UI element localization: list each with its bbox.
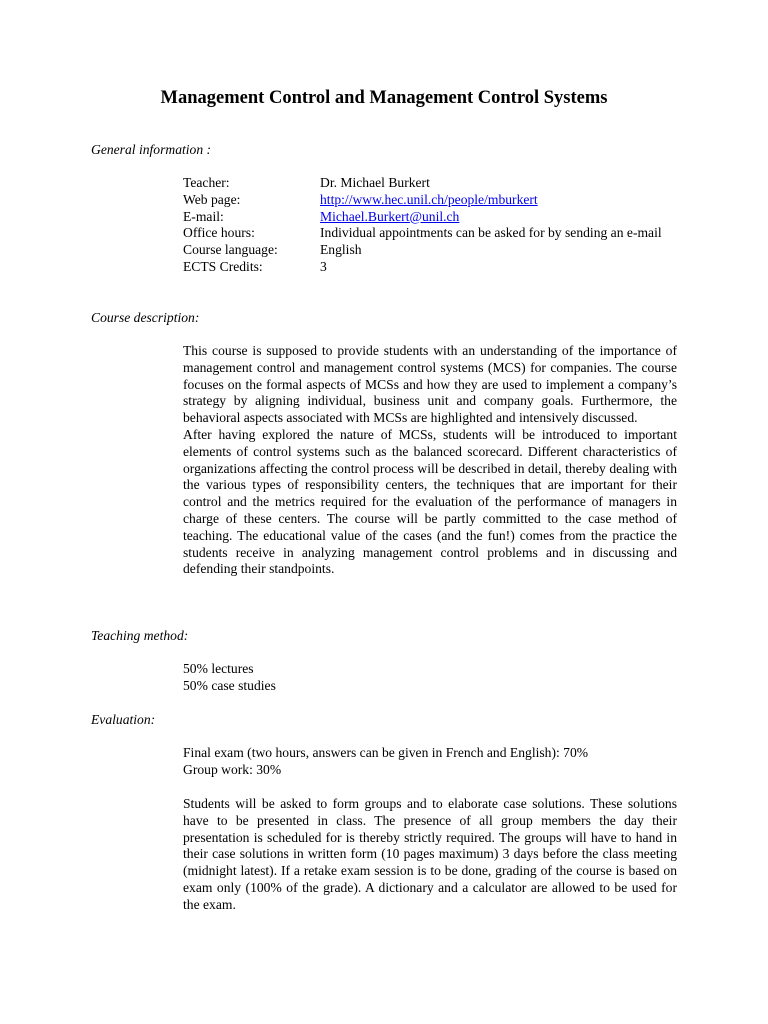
teaching-method-list [183, 661, 677, 695]
info-row-email [183, 209, 677, 226]
info-label: Web page: [183, 191, 241, 207]
evaluation-paragraph: Students will be asked to form groups and to elaborate case solutions. These solutions have to be presented in class. The presence of all group members the day their presentation is scheduled for is thereby strictly required. The groups will have to hand in their case solutions in written form (10 pages maximum) 3 days before the class meeting (midnight latest). If a retake exam session is to be done, grading of the course is based on exam only (100% of the grade). A dictionary and a calculator are allowed to be used for the exam. [183, 796, 677, 912]
teacher-name: Dr. Michael Burkert [320, 175, 430, 190]
info-label: Course language: [183, 242, 278, 258]
info-row-office-hours [183, 225, 677, 242]
office-hours-value: Individual appointments can be asked for by sending an e-mail [320, 225, 662, 241]
course-description-heading: Course description: [91, 310, 200, 325]
teaching-method-item: 50% case studies [183, 677, 276, 693]
document-title: Management Control and Management Control Systems [160, 88, 608, 108]
general-information-table [183, 175, 677, 276]
info-row-course-language [183, 242, 677, 259]
general-information-heading: General information : [91, 142, 212, 157]
email-link[interactable]: Michael.Burkert@unil.ch [320, 208, 460, 224]
web-page-link[interactable]: http://www.hec.unil.ch/people/mburkert [320, 191, 538, 207]
course-description-body [183, 343, 677, 578]
teaching-method-item: 50% lectures [183, 661, 254, 676]
ects-credits-value: 3 [320, 258, 327, 274]
info-row-teacher [183, 175, 677, 192]
course-language-value: English [320, 242, 362, 258]
course-description-paragraph-2: After having explored the nature of MCSs, students will be introduced to important elements of control systems such as the balanced scorecard. Different characteristics of organizations affecting the control process will be described in detail, thereby dealing with the various types of responsibility centers, the techniques that are important for their control and the metrics required for the evaluation of the performance of managers in charge of these centers. The course will be partly committed to the case method of teaching. The educational value of the cases (and the fun!) comes from the practice the students receive in analyzing management control problems and in discussing and defending their standpoints. [183, 426, 677, 577]
evaluation-list [183, 745, 677, 779]
evaluation-heading: Evaluation: [91, 712, 156, 727]
evaluation-item: Final exam (two hours, answers can be given in French and English): 70% [183, 745, 589, 760]
info-label: Office hours: [183, 225, 255, 241]
course-description-paragraph-1: This course is supposed to provide students with an understanding of the importance of management control and management control systems (MCS) for companies. The course focuses on the formal aspects of MCSs and how they are used to implement a company’s strategy by aligning individual, business unit and company goals. Furthermore, the behavioral aspects associated with MCSs are highlighted and intensively discussed. [183, 343, 677, 426]
info-row-ects-credits [183, 259, 677, 276]
evaluation-item: Group work: 30% [183, 761, 282, 777]
info-row-web-page [183, 192, 677, 209]
info-label: ECTS Credits: [183, 258, 263, 274]
evaluation-details [183, 796, 677, 914]
teaching-method-heading: Teaching method: [91, 628, 189, 643]
info-label: Teacher: [183, 175, 230, 190]
info-label: E-mail: [183, 208, 224, 224]
